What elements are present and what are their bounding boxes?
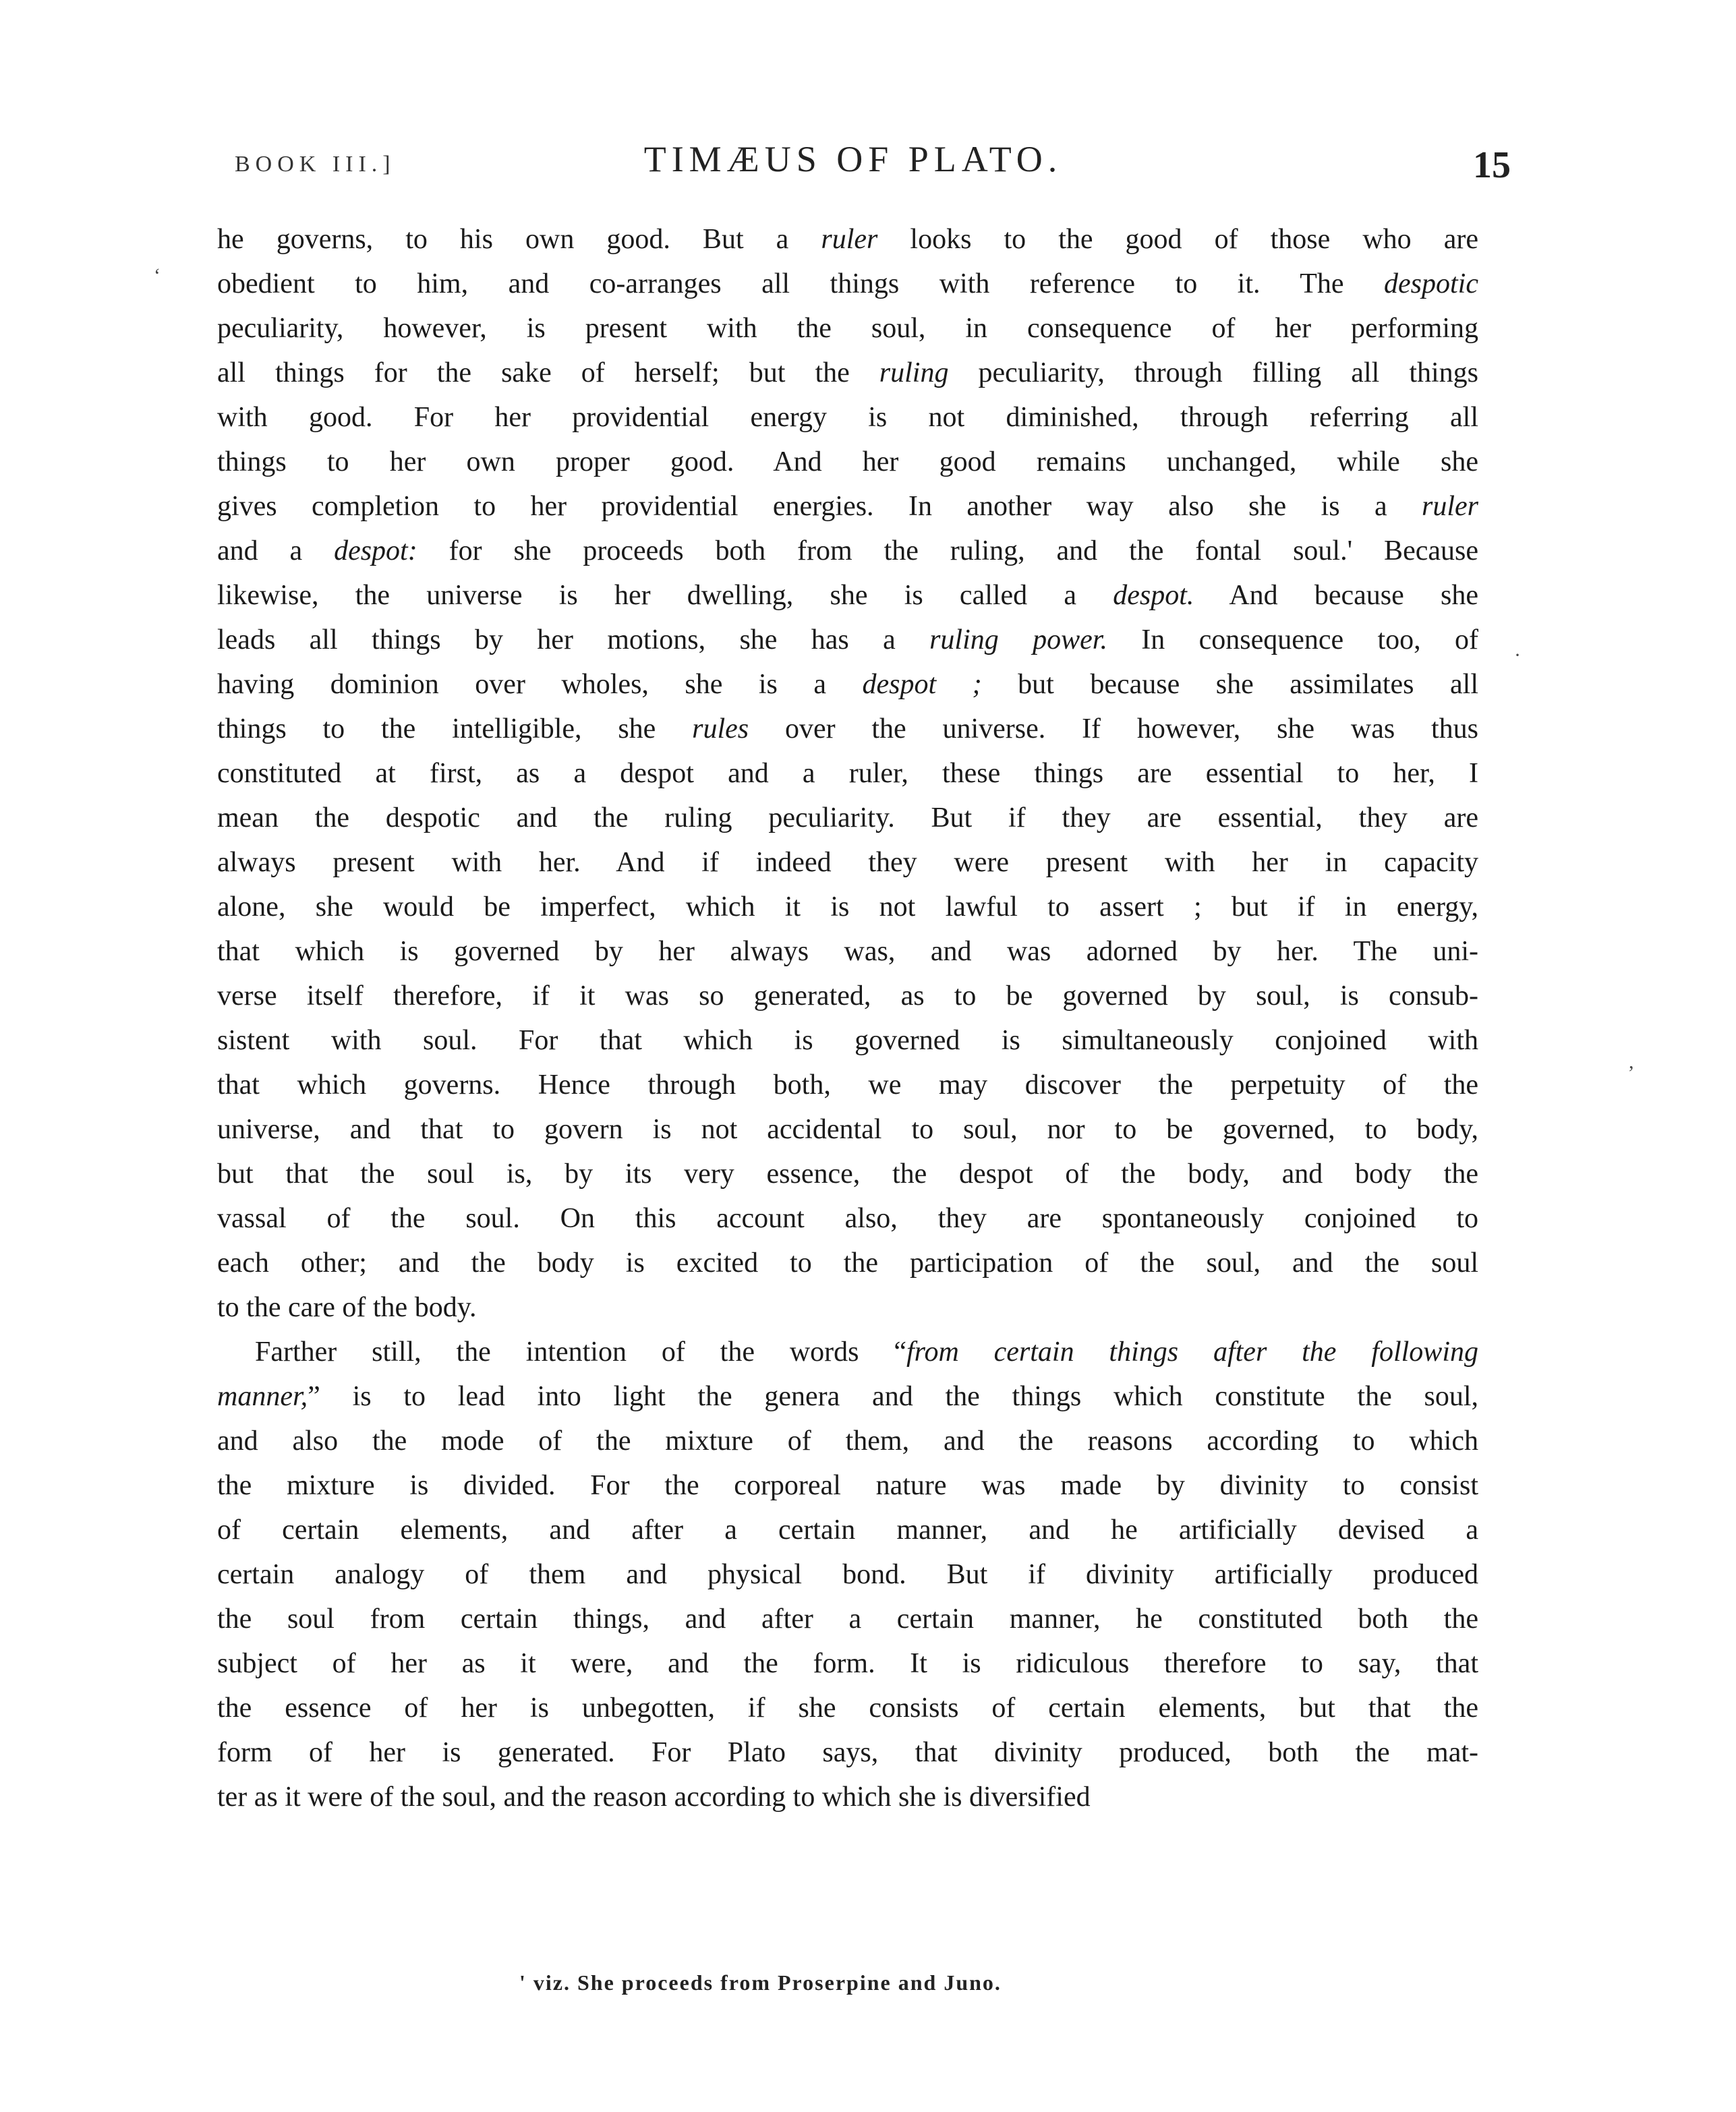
text-segment: things to the intelligible, she: [217, 713, 693, 744]
text-segment: peculiarity, through filling all things: [948, 357, 1478, 388]
text-segment: looks to the good of those who are: [877, 224, 1478, 255]
text-line: [217, 573, 1478, 618]
italic-text: despot:: [334, 535, 417, 566]
text-segment: with good. For her providential energy is not diminished, through referring all: [217, 402, 1478, 433]
italic-text: from certain things after the following: [906, 1337, 1478, 1368]
text-segment: over the universe. If however, she was thus: [749, 713, 1478, 744]
text-segment: the essence of her is unbegotten, if she consists of certain elements, but that the: [217, 1693, 1478, 1724]
page-title: TIMÆUS OF PLATO.: [643, 139, 1063, 179]
italic-text: ruler: [1422, 491, 1478, 522]
text-line: [217, 1063, 1478, 1107]
text-segment: the mixture is divided. For the corporeal nature was made by divinity to consist: [217, 1470, 1478, 1501]
text-segment: sistent with soul. For that which is governed is simultaneously conjoined with: [217, 1025, 1478, 1056]
text-line: [217, 1552, 1478, 1597]
italic-text: ruling power.: [929, 624, 1107, 655]
text-line: [217, 351, 1478, 395]
text-segment: but because she assimilates all: [981, 669, 1478, 700]
text-line: [217, 1330, 1478, 1374]
margin-mark: ·: [1514, 644, 1521, 666]
italic-text: ruler: [821, 224, 878, 255]
text-line: [217, 1107, 1478, 1152]
text-line: [217, 529, 1478, 573]
text-segment: gives completion to her providential energies. In another way also she is a: [217, 491, 1422, 522]
text-line: [217, 662, 1478, 707]
text-line: [217, 885, 1478, 929]
text-line: [217, 1641, 1478, 1686]
italic-text: ruling: [879, 357, 949, 388]
italic-text: despot.: [1113, 580, 1194, 611]
text-segment: things to her own proper good. And her good remains unchanged, while she: [217, 446, 1478, 477]
text-line: [217, 395, 1478, 440]
text-line: [217, 1686, 1478, 1730]
text-line: [217, 1196, 1478, 1241]
margin-mark: ,: [1629, 1051, 1634, 1073]
text-segment: having dominion over wholes, she is a: [217, 669, 863, 700]
margin-mark: ‘: [154, 264, 161, 287]
text-line: [217, 1241, 1478, 1285]
text-segment: and a: [217, 535, 335, 566]
text-segment: mean the despotic and the ruling peculiarity. But if they are essential, they are: [217, 802, 1478, 833]
text-segment: for she proceeds both from the ruling, and the fontal soul.' Because: [417, 535, 1478, 566]
text-line: [217, 840, 1478, 885]
text-segment: peculiarity, however, is present with the soul, in consequence of her performing: [217, 313, 1478, 344]
footnote: ' viz. She proceeds from Proserpine and Juno.: [519, 1970, 1002, 1995]
text-segment: the soul from certain things, and after a certain manner, he constituted both the: [217, 1604, 1478, 1635]
text-line: [217, 306, 1478, 351]
text-segment: he governs, to his own good. But a: [217, 224, 821, 255]
text-line: [217, 1419, 1478, 1463]
page-number: 15: [1473, 144, 1511, 186]
text-line: [217, 1463, 1478, 1508]
text-line: [217, 1508, 1478, 1552]
text-segment: ter as it were of the soul, and the reason according to which she is diversified: [217, 1782, 1091, 1813]
text-segment: And because she: [1194, 580, 1478, 611]
italic-text: manner,: [217, 1381, 308, 1412]
running-head: [223, 138, 1511, 186]
text-line: [217, 929, 1478, 974]
italic-text: rules: [692, 713, 749, 744]
text-segment: to the care of the body.: [217, 1292, 477, 1323]
text-line: [217, 796, 1478, 840]
book-number: BOOK III.]: [235, 152, 396, 177]
text-segment: all things for the sake of herself; but the: [217, 357, 879, 388]
text-line: [217, 1775, 1478, 1819]
italic-text: despotic: [1384, 268, 1478, 299]
text-line: [217, 1018, 1478, 1063]
paragraph-1: [217, 217, 1478, 1330]
text-line: [217, 1285, 1478, 1330]
text-segment: but that the soul is, by its very essence, the despot of the body, and body the: [217, 1158, 1478, 1190]
body-text: [217, 217, 1478, 1819]
text-segment: always present with her. And if indeed they were present with her in capacity: [217, 847, 1478, 878]
italic-text: despot ;: [862, 669, 982, 700]
text-segment: vassal of the soul. On this account also, they are spontaneously conjoined to: [217, 1203, 1478, 1234]
text-line: [217, 974, 1478, 1018]
text-segment: universe, and that to govern is not accidental to soul, nor to be governed, to body,: [217, 1114, 1478, 1145]
paragraph-2: [217, 1330, 1478, 1819]
text-line: [217, 484, 1478, 529]
text-line: [217, 1152, 1478, 1196]
text-segment: that which governs. Hence through both, we may discover the perpetuity of the: [217, 1069, 1478, 1101]
text-segment: and also the mode of the mixture of them, and the reasons according to which: [217, 1426, 1478, 1457]
text-segment: that which is governed by her always was, and was adorned by her. The uni-: [217, 936, 1478, 967]
text-segment: likewise, the universe is her dwelling, she is called a: [217, 580, 1113, 611]
text-line: [217, 1730, 1478, 1775]
text-segment: form of her is generated. For Plato says, that divinity produced, both the mat-: [217, 1737, 1478, 1768]
text-segment: each other; and the body is excited to the participation of the soul, and the soul: [217, 1248, 1478, 1279]
text-segment: obedient to him, and co-arranges all things with reference to it. The: [217, 268, 1385, 299]
text-segment: Farther still, the intention of the words “: [255, 1337, 906, 1368]
text-line: [217, 217, 1478, 262]
text-segment: In consequence too, of: [1107, 624, 1478, 655]
text-segment: ” is to lead into light the genera and the things which constitute the soul,: [308, 1381, 1478, 1412]
text-segment: verse itself therefore, if it was so generated, as to be governed by soul, is consub-: [217, 980, 1478, 1011]
text-line: [217, 618, 1478, 662]
text-line: [217, 440, 1478, 484]
text-line: [217, 707, 1478, 751]
text-line: [217, 751, 1478, 796]
text-segment: leads all things by her motions, she has a: [217, 624, 930, 655]
text-segment: subject of her as it were, and the form. It is ridiculous therefore to say, that: [217, 1648, 1478, 1679]
text-line: [217, 262, 1478, 306]
text-segment: certain analogy of them and physical bond. But if divinity artificially produced: [217, 1559, 1478, 1590]
text-segment: alone, she would be imperfect, which it is not lawful to assert ; but if in energy,: [217, 891, 1478, 922]
text-line: [217, 1597, 1478, 1641]
text-line: [217, 1374, 1478, 1419]
text-segment: constituted at first, as a despot and a ruler, these things are essential to her, I: [217, 758, 1478, 789]
text-segment: of certain elements, and after a certain manner, and he artificially devised a: [217, 1515, 1478, 1546]
